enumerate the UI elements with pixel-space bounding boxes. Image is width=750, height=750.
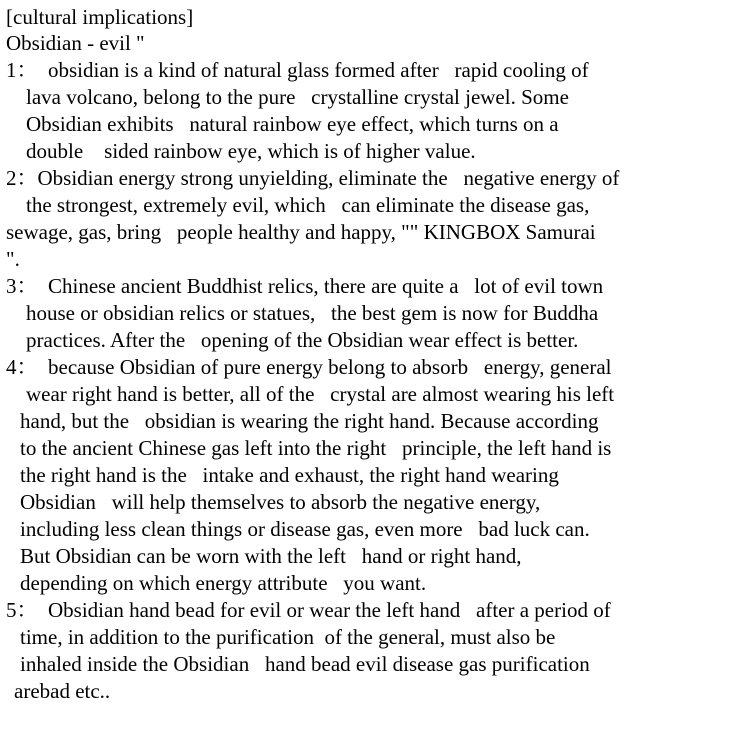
text-line: 2：Obsidian energy strong unyielding, eliminate the negative energy of: [6, 166, 620, 190]
text-line: 4： because Obsidian of pure energy belong to absorb energy, general: [6, 355, 612, 379]
text-line: ".: [6, 247, 20, 271]
text-line: Obsidian exhibits natural rainbow eye effect, which turns on a: [26, 112, 559, 136]
text-line: inhaled inside the Obsidian hand bead evil disease gas purification: [20, 652, 590, 676]
text-line: 3： Chinese ancient Buddhist relics, there are quite a lot of evil town: [6, 274, 604, 298]
text-line: the strongest, extremely evil, which can eliminate the disease gas,: [26, 193, 590, 217]
text-line: Obsidian will help themselves to absorb the negative energy,: [20, 490, 541, 514]
text-line: lava volcano, belong to the pure crystalline crystal jewel. Some: [26, 85, 569, 109]
text-line: time, in addition to the purification of the general, must also be: [20, 625, 556, 649]
text-line: hand, but the obsidian is wearing the right hand. Because according: [20, 409, 599, 433]
text-line: depending on which energy attribute you want.: [20, 571, 427, 595]
text-line: including less clean things or disease gas, even more bad luck can.: [20, 517, 590, 541]
text-line: wear right hand is better, all of the crystal are almost wearing his left: [26, 382, 615, 406]
text-line: But Obsidian can be worn with the left hand or right hand,: [20, 544, 522, 568]
document-title: Obsidian - evil ": [6, 31, 145, 55]
text-line: the right hand is the intake and exhaust, the right hand wearing: [20, 463, 559, 487]
text-line: 5： Obsidian hand bead for evil or wear the left hand after a period of: [6, 598, 611, 622]
text-line: sewage, gas, bring people healthy and happy, "" KINGBOX Samurai: [6, 220, 596, 244]
text-line: to the ancient Chinese gas left into the right principle, the left hand is: [20, 436, 612, 460]
text-line: practices. After the opening of the Obsidian wear effect is better.: [26, 328, 579, 352]
section-heading: [cultural implications]: [6, 5, 194, 29]
text-line: 1： obsidian is a kind of natural glass formed after rapid cooling of: [6, 58, 589, 82]
text-line: arebad etc..: [14, 679, 111, 703]
text-line: double sided rainbow eye, which is of higher value.: [26, 139, 476, 163]
text-line: house or obsidian relics or statues, the best gem is now for Buddha: [26, 301, 599, 325]
